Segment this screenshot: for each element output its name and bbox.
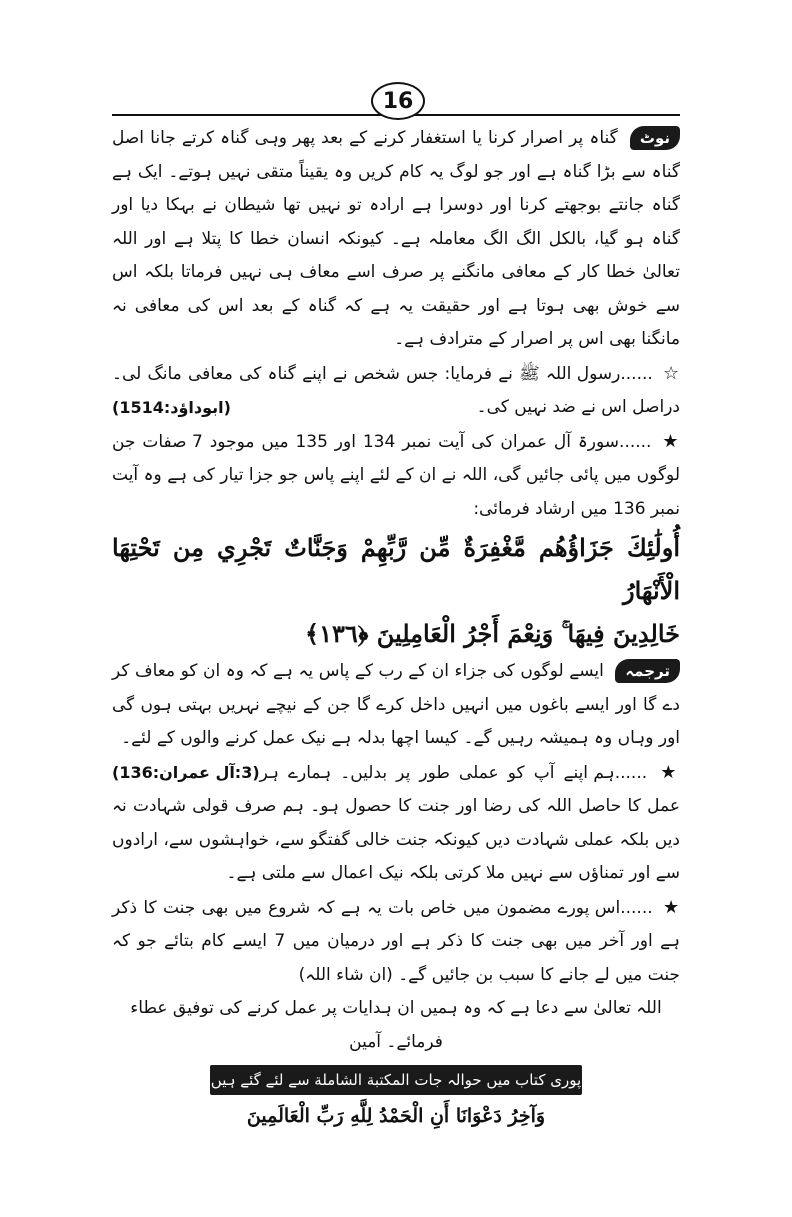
translation-paragraph bbox=[112, 655, 680, 782]
star-icon: ★ bbox=[662, 896, 681, 918]
note-paragraph bbox=[112, 122, 680, 357]
point-1-paragraph bbox=[112, 425, 680, 527]
hadith-reference: (ابوداؤد:1514) bbox=[112, 398, 231, 417]
point-3-paragraph bbox=[112, 891, 680, 993]
verse-line-2: خَالِدِينَ فِيهَا ۚ وَنِعْمَ أَجْرُ الْعَامِلِينَ ﴿١٣٦﴾ bbox=[305, 619, 680, 648]
translation-badge: ترجمہ bbox=[615, 659, 680, 683]
page-content bbox=[112, 122, 680, 1133]
star-icon: ★ bbox=[662, 430, 681, 452]
point-3-text: ......اس پورے مضمون میں خاص بات یہ ہے کہ شروع میں بھی جنت کا ذکر ہے اور آخر میں بھی جنت کا ذکر ہے اور درمیان میں 7 ایسے کام بتائے جو کہ جنت میں لے جانے کا سبب بن جائیں گے۔ (ان شاء اللہ) bbox=[112, 897, 680, 985]
hadith-paragraph bbox=[112, 357, 680, 425]
point-2-text: ......ہم اپنے آپ کو عملی طور پر بدلیں۔ ہمارے ہر عمل کا حاصل اللہ کی رضا اور جنت کا حصول ہو۔ ہم صرف قولی شہادت نہ دیں بلکہ عملی شہادت دیں کیونکہ جنت خالی گفتگو سے، خواہشوں سے، ارادوں سے اور تمناؤں سے نہیں ملا کرتی بلکہ نیک اعمال سے ملتی ہے۔ bbox=[112, 762, 680, 883]
page-number: 16 bbox=[371, 82, 425, 120]
quran-verse bbox=[112, 526, 680, 655]
verse-line-1: أُولَٰئِكَ جَزَاؤُهُم مَّغْفِرَةٌ مِّن رَّبِّهِمْ وَجَنَّاتٌ تَجْرِي مِن تَحْتِهَا الْأَنْهَارُ bbox=[112, 533, 680, 605]
dua-line: اللہ تعالیٰ سے دعا ہے کہ وہ ہمیں ان ہدایات پر عمل کرنے کی توفیق عطاء فرمائے۔ آمین bbox=[130, 998, 662, 1052]
hadith-text: ......رسول اللہ ﷺ نے فرمایا: جس شخص نے اپنے گناہ کی معافی مانگ لی۔ دراصل اس نے ضد نہیں کی۔ bbox=[112, 363, 680, 417]
hollow-star-icon: ☆ bbox=[663, 362, 680, 384]
star-icon: ★ bbox=[660, 761, 680, 783]
translation-text: ایسے لوگوں کی جزاء ان کے رب کے پاس یہ ہے کہ وہ ان کو معاف کر دے گا اور ایسے باغوں میں انہیں داخل کرے گا جن کے نیچے نہریں بہتی ہوں گی اور وہاں وہ ہمیشہ رہیں گے۔ کیسا اچھا بدلہ ہے نیک عمل کرنے والوں کے لئے۔ bbox=[112, 661, 680, 748]
closing-dua: وَآخِرُ دَعْوَانَا أَنِ الْحَمْدُ لِلَّهِ رَبِّ الْعَالَمِينَ bbox=[246, 1105, 546, 1127]
note-badge: نوٹ bbox=[630, 126, 680, 150]
references-banner: پوری کتاب میں حوالہ جات المكتبة الشاملة سے لئے گئے ہیں bbox=[210, 1065, 582, 1095]
point-1-text: ......سورۃ آل عمران کی آیت نمبر 134 اور 135 میں موجود 7 صفات جن لوگوں میں پائی جائیں گی، اللہ نے ان کے لئے اپنے پاس جو جزا تیار کی ہے وہ آیت نمبر 136 میں ارشاد فرمائی: bbox=[112, 431, 680, 519]
note-text: گناہ پر اصرار کرنا یا استغفار کرنے کے بعد پھر وہی گناہ کرتے جانا اصل گناہ سے بڑا گناہ ہے اور جو لوگ یہ کام کریں وہ یقیناً متقی نہیں ہوتے۔ ایک ہے گناہ جانتے بوجھتے کرنا اور دوسرا ہے ارادہ تو نہیں تھا شیطان نے بہکا دیا اور گناہ ہو گیا، بالکل الگ الگ معاملہ ہے۔ کیونکہ انسان خطا کا پتلا ہے اور اللہ تعالیٰ خطا کار کے معافی مانگنے پر صرف اسے معاف ہی نہیں فرماتا بلکہ اس سے خوش بھی ہوتا ہے اور حقیقت یہ ہے کہ گناہ کے بعد اس کی معافی نہ مانگنا بھی اس پر اصرار کے مترادف ہے۔ bbox=[112, 128, 680, 349]
translation-reference: (3:آل عمران:136) bbox=[112, 762, 260, 782]
